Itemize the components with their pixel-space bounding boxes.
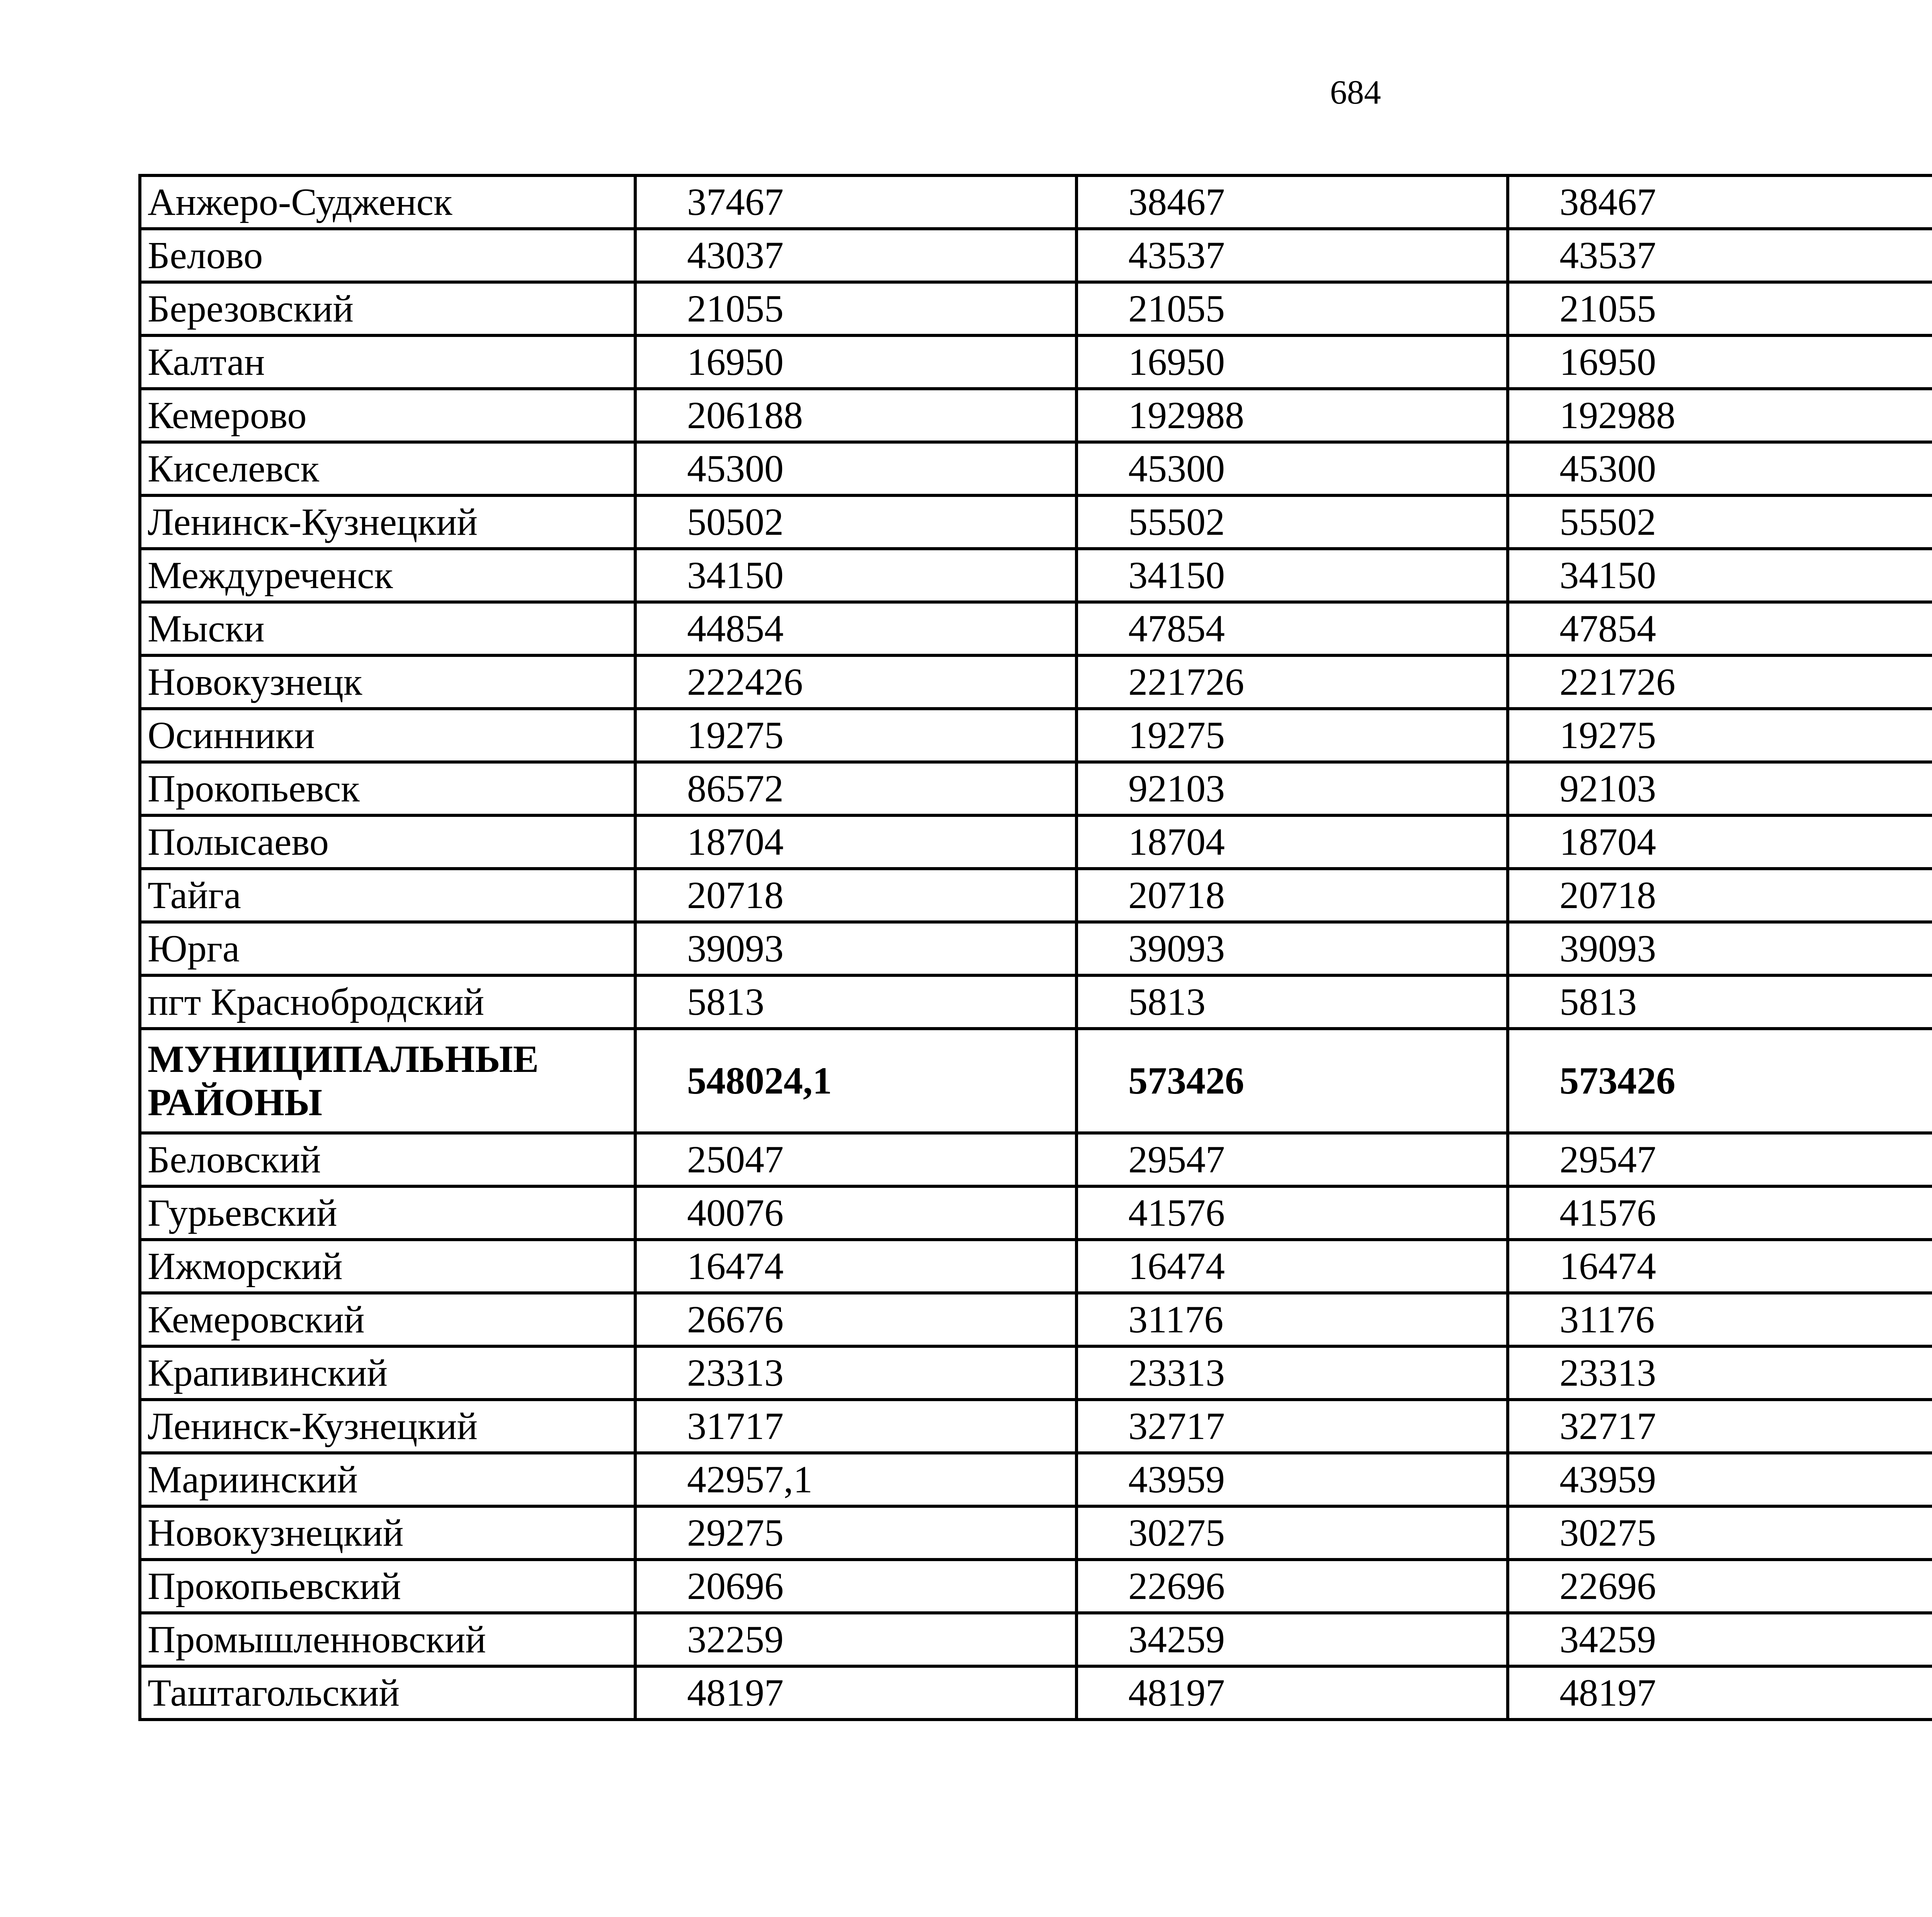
value-cell-c1: 37467: [635, 175, 1077, 229]
value-cell-c1: 31717: [635, 1400, 1077, 1453]
table-row: [140, 1186, 1932, 1240]
value-cell-c1: 206188: [635, 389, 1077, 442]
value-cell-c3: 34150: [1508, 549, 1932, 602]
table-row: [140, 549, 1932, 602]
table-row: [140, 175, 1932, 229]
value-cell-c3: 20718: [1508, 869, 1932, 922]
table-row: [140, 495, 1932, 549]
table-row: [140, 655, 1932, 709]
row-name-cell: Таштагольский: [140, 1666, 635, 1720]
table-row: [140, 442, 1932, 495]
value-cell-c3: 192988: [1508, 389, 1932, 442]
row-name-cell: Анжеро-Судженск: [140, 175, 635, 229]
row-name-cell: Крапивинский: [140, 1346, 635, 1400]
value-cell-c2: 34150: [1077, 549, 1508, 602]
value-cell-c3: 29547: [1508, 1133, 1932, 1186]
row-name-cell: Гурьевский: [140, 1186, 635, 1240]
value-cell-c1: 34150: [635, 549, 1077, 602]
value-cell-c1: 44854: [635, 602, 1077, 655]
row-name-cell: Прокопьевск: [140, 762, 635, 815]
value-cell-c3: 47854: [1508, 602, 1932, 655]
row-name-cell: Междуреченск: [140, 549, 635, 602]
value-cell-c2: 23313: [1077, 1346, 1508, 1400]
value-cell-c1: 25047: [635, 1133, 1077, 1186]
value-cell-c1: 43037: [635, 229, 1077, 282]
value-cell-c2: 5813: [1077, 975, 1508, 1029]
value-cell-c1: 29275: [635, 1506, 1077, 1560]
value-cell-c3: 16950: [1508, 335, 1932, 389]
value-cell-c3: 43537: [1508, 229, 1932, 282]
value-cell-c2: 41576: [1077, 1186, 1508, 1240]
value-cell-c2: 34259: [1077, 1613, 1508, 1666]
value-cell-c1: 32259: [635, 1613, 1077, 1666]
table-row: [140, 1560, 1932, 1613]
value-cell-c2: 48197: [1077, 1666, 1508, 1720]
table-row: [140, 709, 1932, 762]
value-cell-c1: 16950: [635, 335, 1077, 389]
row-name-cell: Мариинский: [140, 1453, 635, 1506]
value-cell-c3: 92103: [1508, 762, 1932, 815]
value-cell-c1: 548024,1: [635, 1029, 1077, 1133]
value-cell-c2: 55502: [1077, 495, 1508, 549]
value-cell-c3: 55502: [1508, 495, 1932, 549]
table-total-row: [140, 1029, 1932, 1133]
value-cell-c1: 222426: [635, 655, 1077, 709]
table-row: [140, 1293, 1932, 1346]
row-name-cell: МУНИЦИПАЛЬНЫЕ РАЙОНЫ: [140, 1029, 635, 1133]
value-cell-c3: 39093: [1508, 922, 1932, 975]
value-cell-c2: 22696: [1077, 1560, 1508, 1613]
table-row: [140, 762, 1932, 815]
value-cell-c3: 48197: [1508, 1666, 1932, 1720]
value-cell-c1: 5813: [635, 975, 1077, 1029]
table-row: [140, 1346, 1932, 1400]
value-cell-c3: 16474: [1508, 1240, 1932, 1293]
value-cell-c1: 26676: [635, 1293, 1077, 1346]
value-cell-c2: 39093: [1077, 922, 1508, 975]
row-name-cell: Полысаево: [140, 815, 635, 869]
value-cell-c2: 47854: [1077, 602, 1508, 655]
value-cell-c1: 48197: [635, 1666, 1077, 1720]
value-cell-c2: 16474: [1077, 1240, 1508, 1293]
table-row: [140, 282, 1932, 335]
value-cell-c2: 43959: [1077, 1453, 1508, 1506]
row-name-cell: Осинники: [140, 709, 635, 762]
table-row: [140, 815, 1932, 869]
value-cell-c3: 22696: [1508, 1560, 1932, 1613]
value-cell-c2: 32717: [1077, 1400, 1508, 1453]
value-cell-c2: 21055: [1077, 282, 1508, 335]
table-row: [140, 1133, 1932, 1186]
value-cell-c2: 92103: [1077, 762, 1508, 815]
value-cell-c1: 20718: [635, 869, 1077, 922]
table-row: [140, 922, 1932, 975]
table-body: [140, 175, 1932, 1720]
value-cell-c2: 29547: [1077, 1133, 1508, 1186]
row-name-cell: Новокузнецкий: [140, 1506, 635, 1560]
row-name-cell: Тайга: [140, 869, 635, 922]
table-row: [140, 975, 1932, 1029]
table-row: [140, 335, 1932, 389]
value-cell-c2: 31176: [1077, 1293, 1508, 1346]
row-name-cell: Промышленновский: [140, 1613, 635, 1666]
value-cell-c1: 16474: [635, 1240, 1077, 1293]
value-cell-c3: 221726: [1508, 655, 1932, 709]
row-name-cell: Ленинск-Кузнецкий: [140, 495, 635, 549]
table-row: [140, 1666, 1932, 1720]
value-cell-c3: 45300: [1508, 442, 1932, 495]
row-name-cell: Белово: [140, 229, 635, 282]
value-cell-c3: 32717: [1508, 1400, 1932, 1453]
value-cell-c1: 18704: [635, 815, 1077, 869]
value-cell-c1: 23313: [635, 1346, 1077, 1400]
row-name-cell: Березовский: [140, 282, 635, 335]
value-cell-c2: 45300: [1077, 442, 1508, 495]
value-cell-c1: 50502: [635, 495, 1077, 549]
row-name-cell: пгт Краснобродский: [140, 975, 635, 1029]
value-cell-c3: 18704: [1508, 815, 1932, 869]
value-cell-c1: 86572: [635, 762, 1077, 815]
row-name-cell: Кемерово: [140, 389, 635, 442]
value-cell-c1: 21055: [635, 282, 1077, 335]
value-cell-c3: 31176: [1508, 1293, 1932, 1346]
value-cell-c3: 41576: [1508, 1186, 1932, 1240]
value-cell-c3: 19275: [1508, 709, 1932, 762]
value-cell-c3: 43959: [1508, 1453, 1932, 1506]
value-cell-c3: 30275: [1508, 1506, 1932, 1560]
value-cell-c2: 20718: [1077, 869, 1508, 922]
table-row: [140, 1453, 1932, 1506]
row-name-cell: Мыски: [140, 602, 635, 655]
value-cell-c2: 30275: [1077, 1506, 1508, 1560]
value-cell-c2: 38467: [1077, 175, 1508, 229]
value-cell-c1: 42957,1: [635, 1453, 1077, 1506]
value-cell-c1: 20696: [635, 1560, 1077, 1613]
value-cell-c3: 5813: [1508, 975, 1932, 1029]
page-number: 684: [1330, 74, 1381, 111]
row-name-cell: Киселевск: [140, 442, 635, 495]
row-name-cell: Ленинск-Кузнецкий: [140, 1400, 635, 1453]
value-cell-c3: 21055: [1508, 282, 1932, 335]
table-row: [140, 1506, 1932, 1560]
value-cell-c2: 221726: [1077, 655, 1508, 709]
row-name-cell: Новокузнецк: [140, 655, 635, 709]
value-cell-c3: 23313: [1508, 1346, 1932, 1400]
row-name-cell: Кемеровский: [140, 1293, 635, 1346]
table-row: [140, 1613, 1932, 1666]
value-cell-c2: 192988: [1077, 389, 1508, 442]
value-cell-c2: 573426: [1077, 1029, 1508, 1133]
table-row: [140, 229, 1932, 282]
value-cell-c1: 19275: [635, 709, 1077, 762]
row-name-cell: Ижморский: [140, 1240, 635, 1293]
row-name-cell: Беловский: [140, 1133, 635, 1186]
value-cell-c2: 18704: [1077, 815, 1508, 869]
value-cell-c2: 43537: [1077, 229, 1508, 282]
data-table: [138, 174, 1932, 1721]
table-row: [140, 1240, 1932, 1293]
value-cell-c1: 39093: [635, 922, 1077, 975]
row-name-cell: Юрга: [140, 922, 635, 975]
table-row: [140, 869, 1932, 922]
row-name-cell: Калтан: [140, 335, 635, 389]
table-row: [140, 389, 1932, 442]
value-cell-c3: 573426: [1508, 1029, 1932, 1133]
value-cell-c1: 40076: [635, 1186, 1077, 1240]
value-cell-c2: 16950: [1077, 335, 1508, 389]
value-cell-c3: 38467: [1508, 175, 1932, 229]
table-row: [140, 1400, 1932, 1453]
value-cell-c2: 19275: [1077, 709, 1508, 762]
table-row: [140, 602, 1932, 655]
row-name-cell: Прокопьевский: [140, 1560, 635, 1613]
value-cell-c3: 34259: [1508, 1613, 1932, 1666]
value-cell-c1: 45300: [635, 442, 1077, 495]
